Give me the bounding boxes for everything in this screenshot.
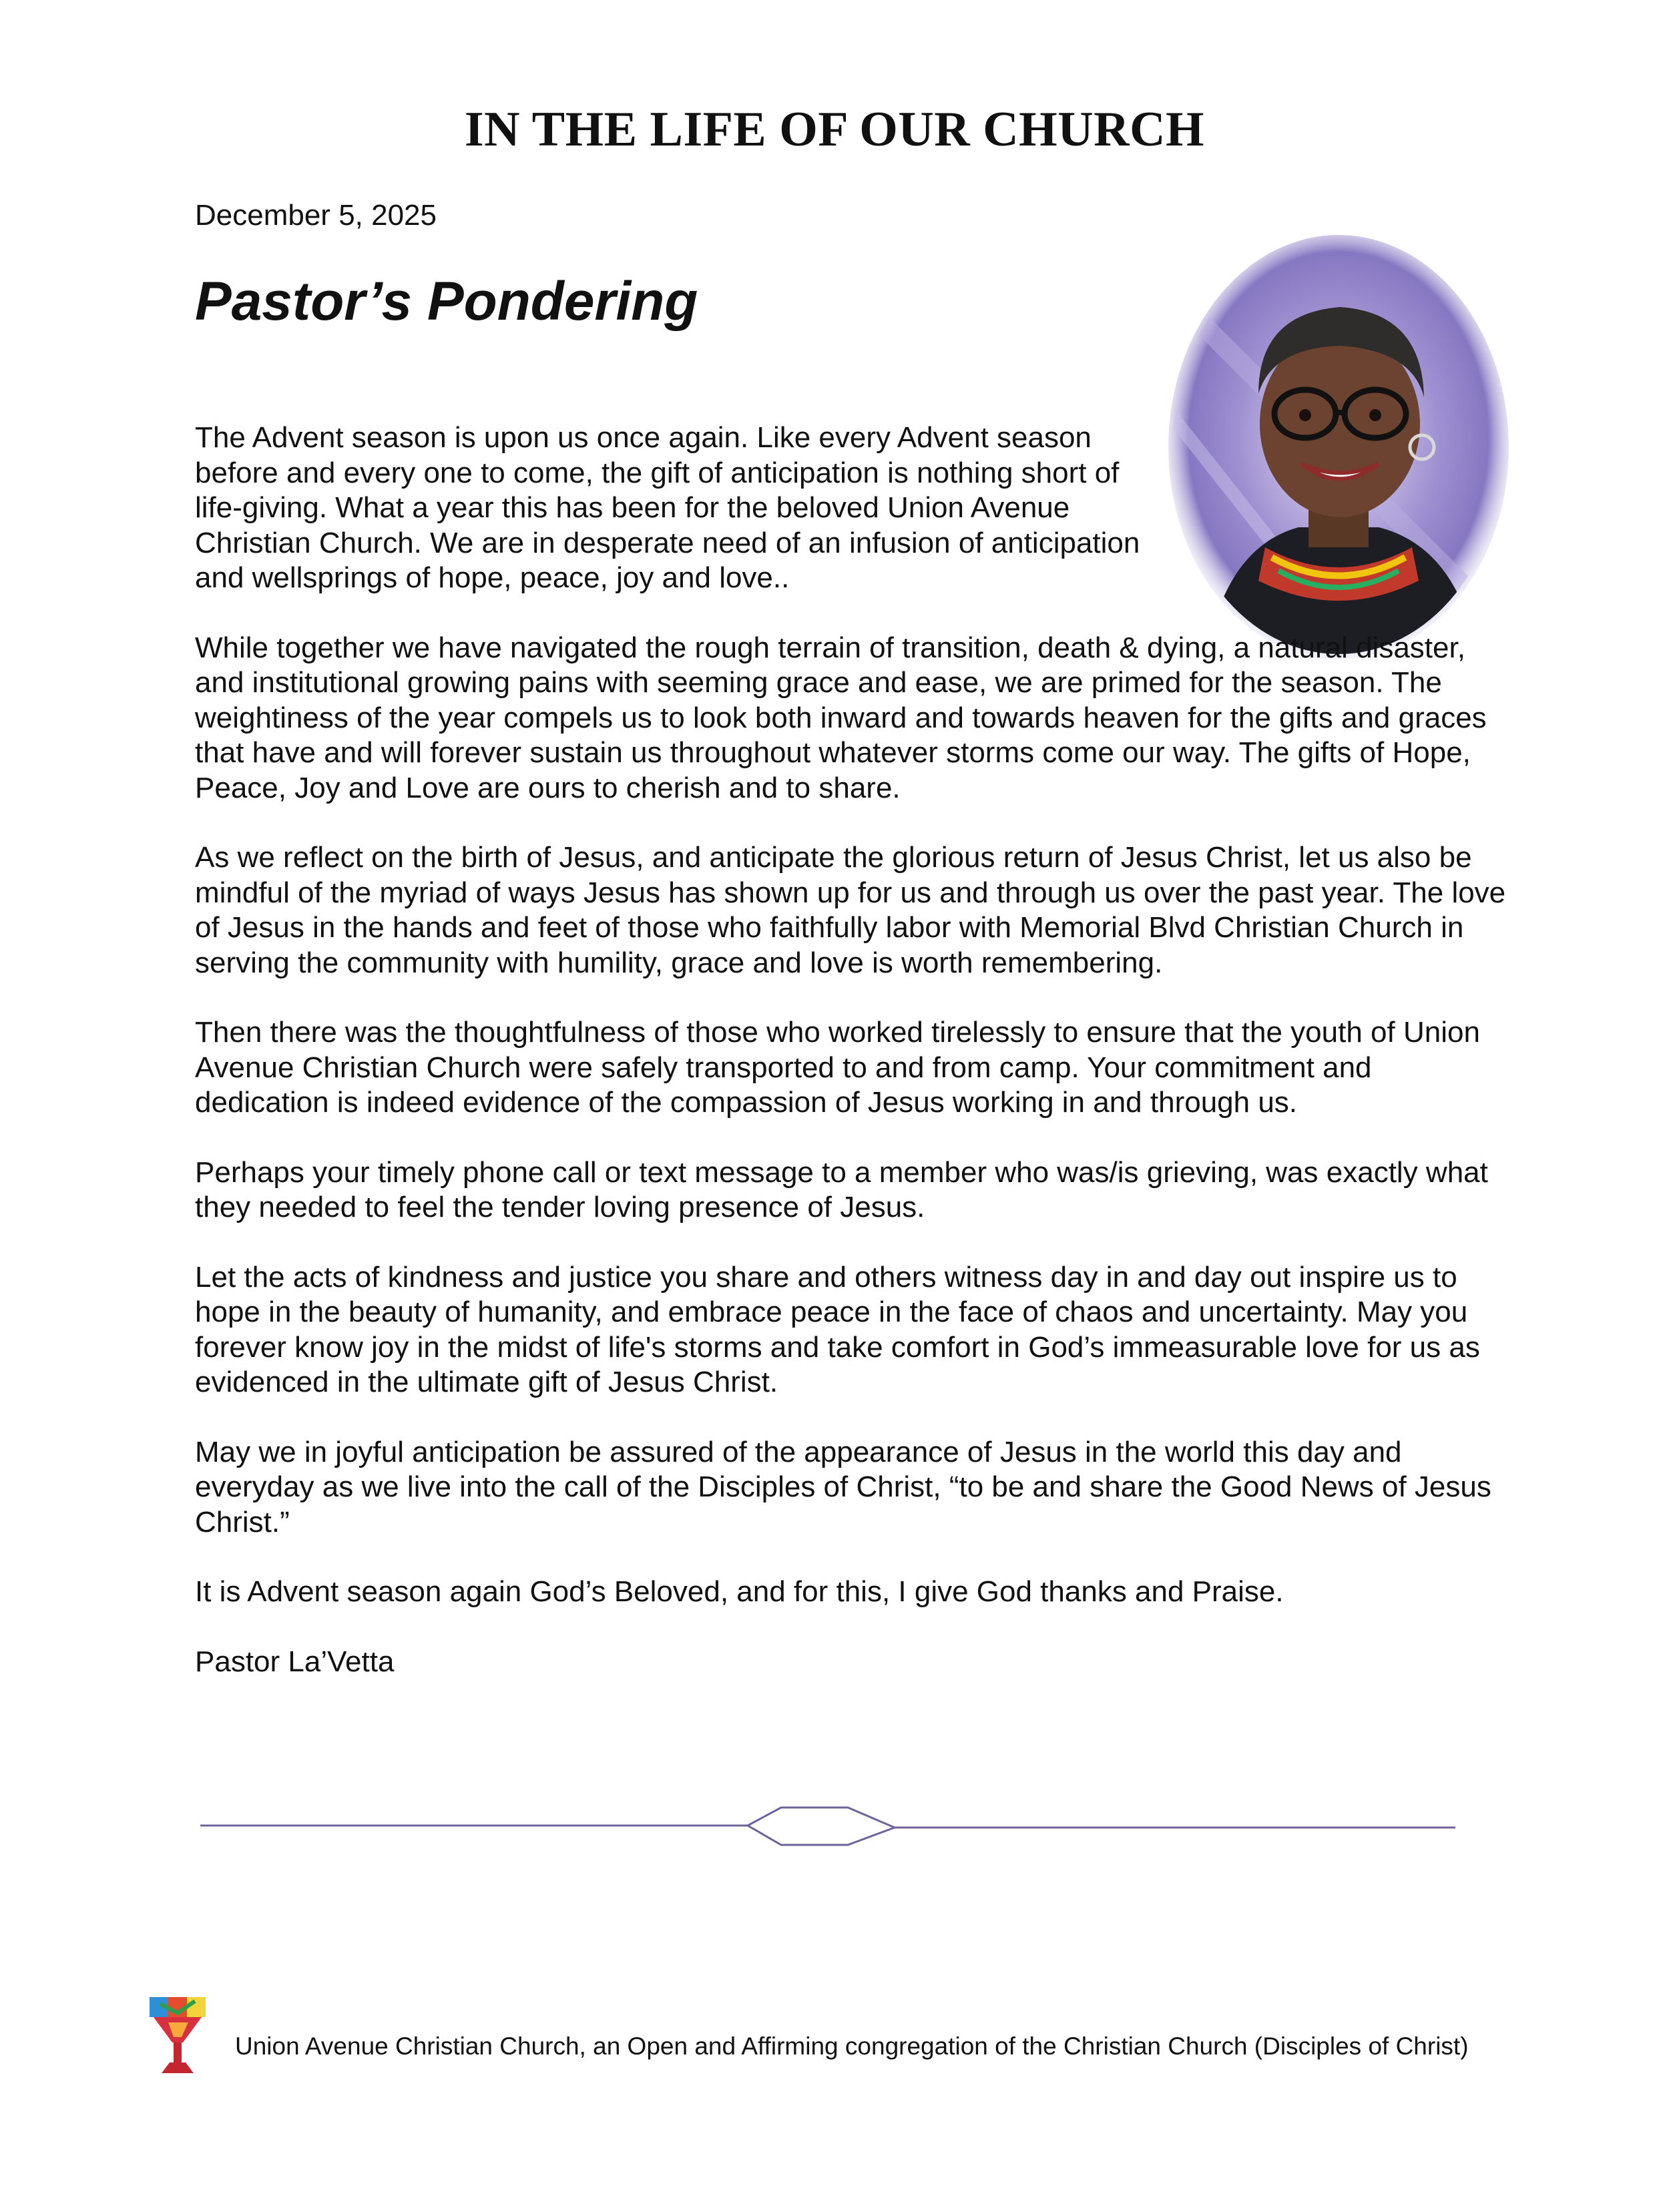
disciples-chalice-logo: [148, 1996, 207, 2075]
paragraph-reflect: As we reflect on the birth of Jesus, and anticipate the glorious return of Jesus Christ, let us also be mindful of the myriad of ways Jesus has shown up for us and through us over the past year. The love of Jesus in the hands and feet of those who faithfully labor with Memorial Blvd Christian Church in serving the community with humility, grace and love is worth remembering.: [195, 841, 1506, 979]
paragraph-youth: Then there was the thoughtfulness of those who worked tirelessly to ensure that the youth of Union Avenue Christian Church were safely transported to and from camp. Your commitment and dedication is indeed evidence of the compassion of Jesus working in and through us.: [195, 1016, 1480, 1119]
masthead-title: IN THE LIFE OF OUR CHURCH: [464, 102, 1205, 157]
paragraph-anticipation: May we in joyful anticipation be assured of the appearance of Jesus in the world this day and everyday as we live into the call of the Disciples of Christ, “to be and share the Good News of Jesus Christ.”: [195, 1435, 1491, 1539]
decorative-divider: [200, 1802, 1455, 1849]
signature: Pastor La’Vetta: [195, 1645, 395, 1678]
section-title: Pastor’s Pondering: [195, 271, 698, 332]
article-date: December 5, 2025: [195, 199, 437, 232]
paragraph-kindness: Let the acts of kindness and justice you share and others witness day in and day out inspire us to hope in the beauty of humanity, and embrace peace in the face of chaos and uncertainty. May you forever know joy in the midst of life's storms and take comfort in God’s immeasurable love for us as evidenced in the ultimate gift of Jesus Christ.: [195, 1260, 1480, 1398]
paragraph-thanks: It is Advent season again God’s Beloved, and for this, I give God thanks and Praise.: [195, 1575, 1284, 1608]
paragraph-phone-call: Perhaps your timely phone call or text message to a member who was/is grieving, was exactly what they needed to feel the tender loving presence of Jesus.: [195, 1155, 1488, 1223]
paragraph-transition: While together we have navigated the rough terrain of transition, death & dying, a natural disaster, and institutional growing pains with seeming grace and ease, we are primed for the season. The weightiness of the year compels us to look both inward and towards heaven for the gifts and graces that have and will forever sustain us throughout whatever storms come our way. The gifts of Hope, Peace, Joy and Love are ours to cherish and to share.: [195, 631, 1487, 804]
footer-note: Union Avenue Christian Church, an Open and Affirming congregation of the Christian Church (Disciples of Christ): [235, 2032, 1469, 2060]
paragraph-advent-intro: The Advent season is upon us once again. Like every Advent season before and every one to come, the gift of anticipation is nothing short of life-giving. What a year this has been for the beloved Union Avenue Christian Church. We are in desperate need of an infusion of anticipation and wellsprings of hope, peace, joy and love..: [195, 421, 1140, 594]
article-body: [195, 421, 1510, 1679]
